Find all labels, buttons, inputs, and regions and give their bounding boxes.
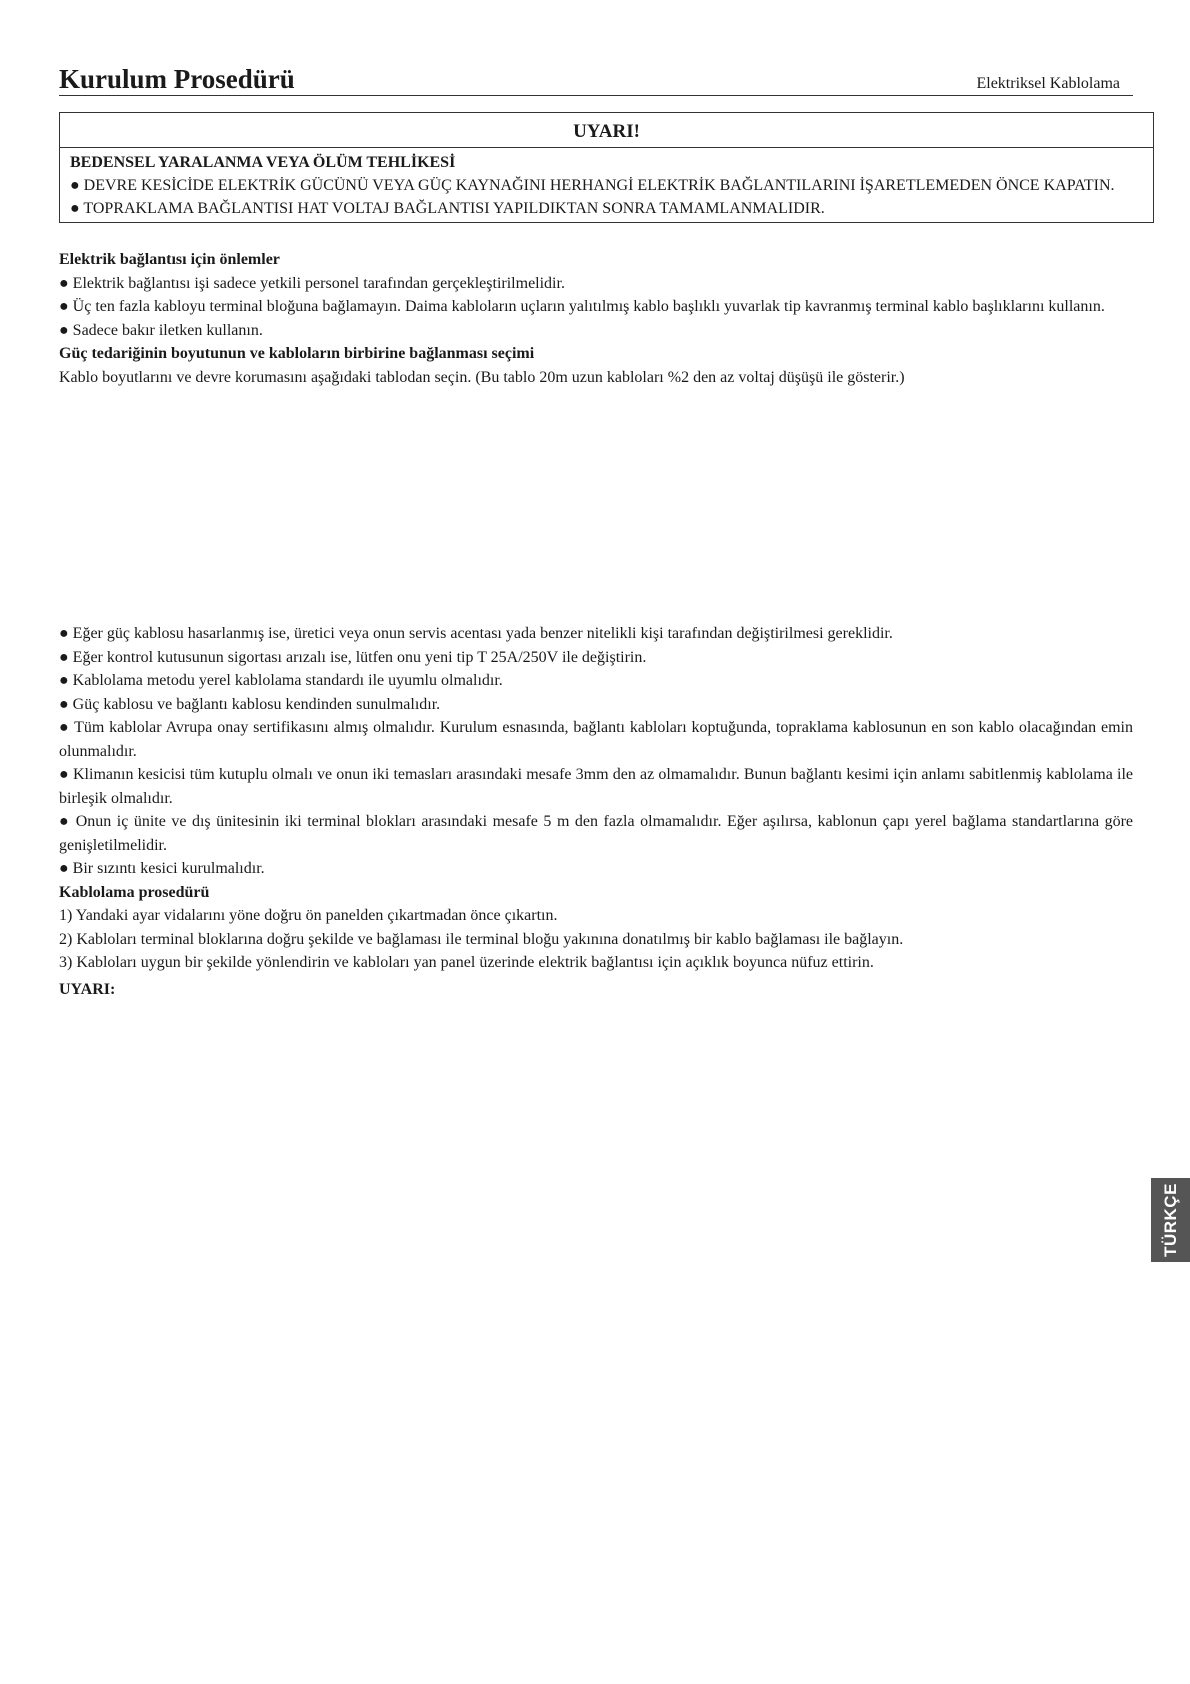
section-title: Elektriksel Kablolama bbox=[976, 75, 1120, 92]
warning-body bbox=[60, 148, 1153, 222]
note-item: ● Klimanın kesicisi tüm kutuplu olmalı ve onun iki temasları arasındaki mesafe 3mm den az olmamalıdır. Bunun bağlantı kesimi için anlamı sabitlenmiş kablolama ile birleşik olmalıdır. bbox=[59, 766, 1133, 807]
procedure-heading: Kablolama prosedürü bbox=[59, 883, 210, 901]
note-item: ● Eğer kontrol kutusunun sigortası arızalı ise, lütfen onu yeni tip T 25A/250V ile değiştirin. bbox=[59, 648, 647, 666]
warning-item: ● DEVRE KESİCİDE ELEKTRİK GÜCÜNÜ VEYA GÜÇ KAYNAĞINI HERHANGİ ELEKTRİK BAĞLANTILARINI İŞARETLEMEDEN ÖNCE KAPATIN. bbox=[70, 177, 1115, 194]
note-item: ● Tüm kablolar Avrupa onay sertifikasını almış olmalıdır. Kurulum esnasında, bağlantı kabloları koptuğunda, topraklama kablosunun en son kablo olacağından emin olunmalıdır. bbox=[59, 719, 1133, 760]
header-divider bbox=[59, 95, 1133, 96]
precautions-heading: Elektrik bağlantısı için önlemler bbox=[59, 251, 280, 268]
precautions-section bbox=[59, 248, 1133, 389]
warning-box bbox=[59, 112, 1154, 223]
warning-heading: BEDENSEL YARALANMA VEYA ÖLÜM TEHLİKESİ bbox=[70, 154, 456, 171]
warning-item: ● TOPRAKLAMA BAĞLANTISI HAT VOLTAJ BAĞLANTISI YAPILDIKTAN SONRA TAMAMLANMALIDIR. bbox=[70, 200, 825, 217]
procedure-warning-label: UYARI: bbox=[59, 980, 116, 998]
note-item: ● Onun iç ünite ve dış ünitesinin iki terminal blokları arasındaki mesafe 5 m den fazla olmamalıdır. Eğer aşılırsa, kablonun çapı yerel bağlama standartlarına göre genişletilmelidir. bbox=[59, 813, 1133, 854]
procedure-step: 2) Kabloları terminal bloklarına doğru şekilde ve bağlaması ile terminal bloğu yakınına donatılmış bir kablo bağlaması ile bağlayın. bbox=[59, 930, 904, 948]
procedure-step: 1) Yandaki ayar vidalarını yöne doğru ön panelden çıkartmadan önce çıkartın. bbox=[59, 907, 558, 924]
page-title: Kurulum Prosedürü bbox=[59, 64, 295, 94]
note-item: ● Güç kablosu ve bağlantı kablosu kendinden sunulmalıdır. bbox=[59, 695, 441, 713]
precaution-item: ● Üç ten fazla kabloyu terminal bloğuna bağlamayın. Daima kabloların uçların yalıtılmış kablo başlıklı yuvarlak tip kavranmış terminal kablo başlıklarını kullanın. bbox=[59, 298, 1105, 315]
language-tab-label: TÜRKÇE bbox=[1160, 1183, 1180, 1257]
note-item: ● Eğer güç kablosu hasarlanmış ise, üretici veya onun servis acentası yada benzer nitelikli kişi tarafından değiştirilmesi gereklidir. bbox=[59, 625, 893, 642]
selection-text: Kablo boyutlarını ve devre korumasını aşağıdaki tablodan seçin. (Bu tablo 20m uzun kabloları %2 den az voltaj düşüşü ile gösterir.) bbox=[59, 368, 905, 386]
language-tab bbox=[1151, 1178, 1190, 1262]
procedure-step: 3) Kabloları uygun bir şekilde yönlendirin ve kabloları yan panel üzerinde elektrik bağlantısı için açıklık boyunca nüfuz ettirin. bbox=[59, 954, 874, 971]
note-item: ● Bir sızıntı kesici kurulmalıdır. bbox=[59, 860, 265, 877]
precaution-item: ● Sadece bakır iletken kullanın. bbox=[59, 321, 263, 339]
warning-title: UYARI! bbox=[60, 113, 1153, 148]
selection-heading: Güç tedariğinin boyutunun ve kabloların birbirine bağlanması seçimi bbox=[59, 345, 535, 362]
precaution-item: ● Elektrik bağlantısı işi sadece yetkili personel tarafından gerçekleştirilmelidir. bbox=[59, 274, 565, 292]
note-item: ● Kablolama metodu yerel kablolama standardı ile uyumlu olmalıdır. bbox=[59, 672, 503, 689]
notes-section bbox=[59, 622, 1133, 1001]
